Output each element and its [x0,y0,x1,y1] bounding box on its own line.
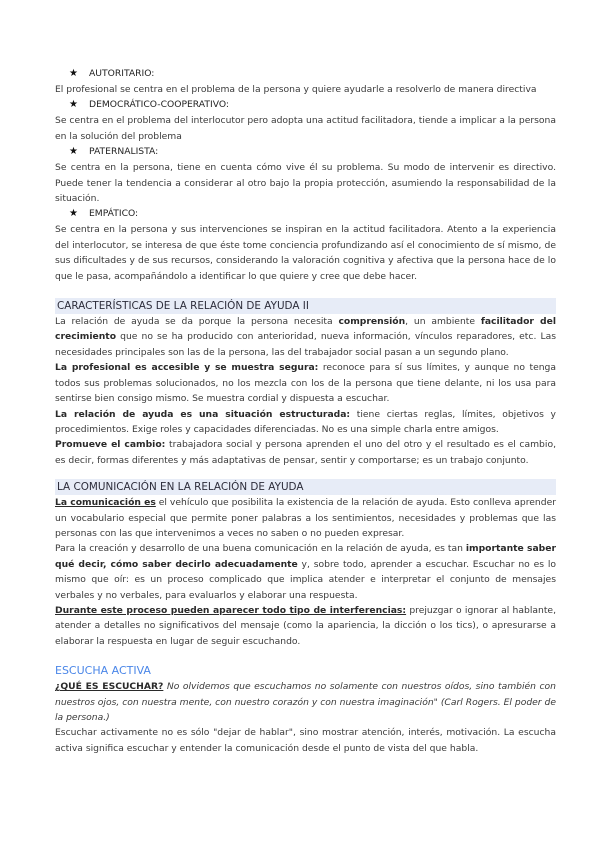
paragraph: La relación de ayuda es una situación estructurada: tiene ciertas reglas, límites, objetivos y procedimientos. Exige roles y capacidades diferenciadas. No es una simple charla entre amigos. [55,408,556,435]
paragraph: La profesional es accesible y se muestra segura: reconoce para sí sus límites, y aunque no tenga todos sus problemas solucionados, no los mezcla con los de la persona que tiene delante, ni los usa para sentirse bien consigo mismo. Se muestra cordial y dispuesta a escuchar. [55,362,557,405]
communication-section [55,479,556,649]
style-text-democratic: Se centra en el problema del interlocutor pero adopta una actitud facilitadora, tiende a implicar a la persona en la solución del problema [55,115,556,142]
paragraph: ¿QUÉ ES ESCUCHAR? No olvidemos que escuchamos no solamente con nuestros oídos, sino también con nuestros ojos, con nuestra mente, con nuestro corazón y con nuestra imaginación" (Carl Rogers. El poder de la persona.) [55,681,556,723]
style-text-paternalist: Se centra en la persona, tiene en cuenta cómo vive él su problema. Su modo de intervenir es directivo. Puede tener la tendencia a considerar al otro bajo la propia protección, asumiendo la responsabilidad de la situación. [55,162,556,205]
paragraph: Para la creación y desarrollo de una buena comunicación en la relación de ayuda, es tan importante saber qué decir, cómo saber decirlo adecuadamente y, sobre todo, aprender a escuchar. Escuchar no es lo mismo que oír: es un proceso complicado que implica atender e interpretar el conjunto de mensajes verbales y no verbales, para evaluarlos y elaborar una respuesta. [55,543,556,601]
document-page [55,66,556,756]
section-heading-active-listening: ESCUCHA ACTIVA [55,664,151,678]
active-listening-section [55,663,556,756]
paragraph: La relación de ayuda se da porque la persona necesita comprensión, un ambiente facilitador del crecimiento que no se ha producido con anterioridad, nueva información, vínculos reparadores, etc. Las necesidades principales son las de la persona, las del trabajador social pasan a un segundo plano. [55,316,556,358]
style-title-paternalist: ★ PATERNALISTA: [69,144,556,160]
star-icon: ★ [69,146,78,158]
paragraph: Promueve el cambio: trabajadora social y persona aprenden el uno del otro y el resultado es el cambio, es decir, formas diferentes y más adaptativas de pensar, sentir y comportarse; es un trabajo conjunto. [55,439,556,466]
section-heading-communication: LA COMUNICACIÓN EN LA RELACIÓN DE AYUDA [55,479,556,495]
style-text-empathic: Se centra en la persona y sus intervenciones se inspiran en la actitud facilitadora. Atento a la experiencia del interlocutor, se interesa de que éste tome conciencia profundizando así el conocimiento de sí mismo, de sus dificultades y de sus recursos, considerando la valoración cognitiva y afectiva que la persona hace de lo que le pasa, acompañándolo a identificar lo que quiere y cree que debe hacer. [55,224,556,282]
section-heading-characteristics: CARACTERÍSTICAS DE LA RELACIÓN DE AYUDA II [55,298,556,314]
star-icon: ★ [69,68,78,79]
style-title-democratic: ★ DEMOCRÁTICO-COOPERATIVO: [69,97,556,113]
helping-styles [55,66,556,284]
paragraph: Durante este proceso pueden aparecer todo tipo de interferencias: prejuzgar o ignorar al hablante, atender a detalles no significativos del mensaje (como la apariencia, la dicción o los tics), o apresurarse a elaborar la respuesta en lugar de seguir escuchando. [55,604,557,647]
style-text-authoritarian: El profesional se centra en el problema de la persona y quiere ayudarle a resolverlo de manera directiva [55,84,537,95]
style-title-authoritarian: ★ AUTORITARIO: [69,66,556,82]
style-title-empathic: ★ EMPÁTICO: [69,206,556,222]
paragraph: La comunicación es el vehículo que posibilita la existencia de la relación de ayuda. Esto conlleva aprender un vocabulario especial que permite poner palabras a los sentimientos, necesidades y problemas que las personas con las que intervenimos a veces no saben o no pueden expresar. [55,497,556,539]
star-icon: ★ [69,208,78,220]
paragraph: Escuchar activamente no es sólo "dejar de hablar", sino mostrar atención, interés, motivación. La escucha activa significa escuchar y entender la comunicación desde el punto de vista del que habla. [55,727,556,754]
star-icon: ★ [69,99,78,111]
characteristics-section [55,298,556,468]
